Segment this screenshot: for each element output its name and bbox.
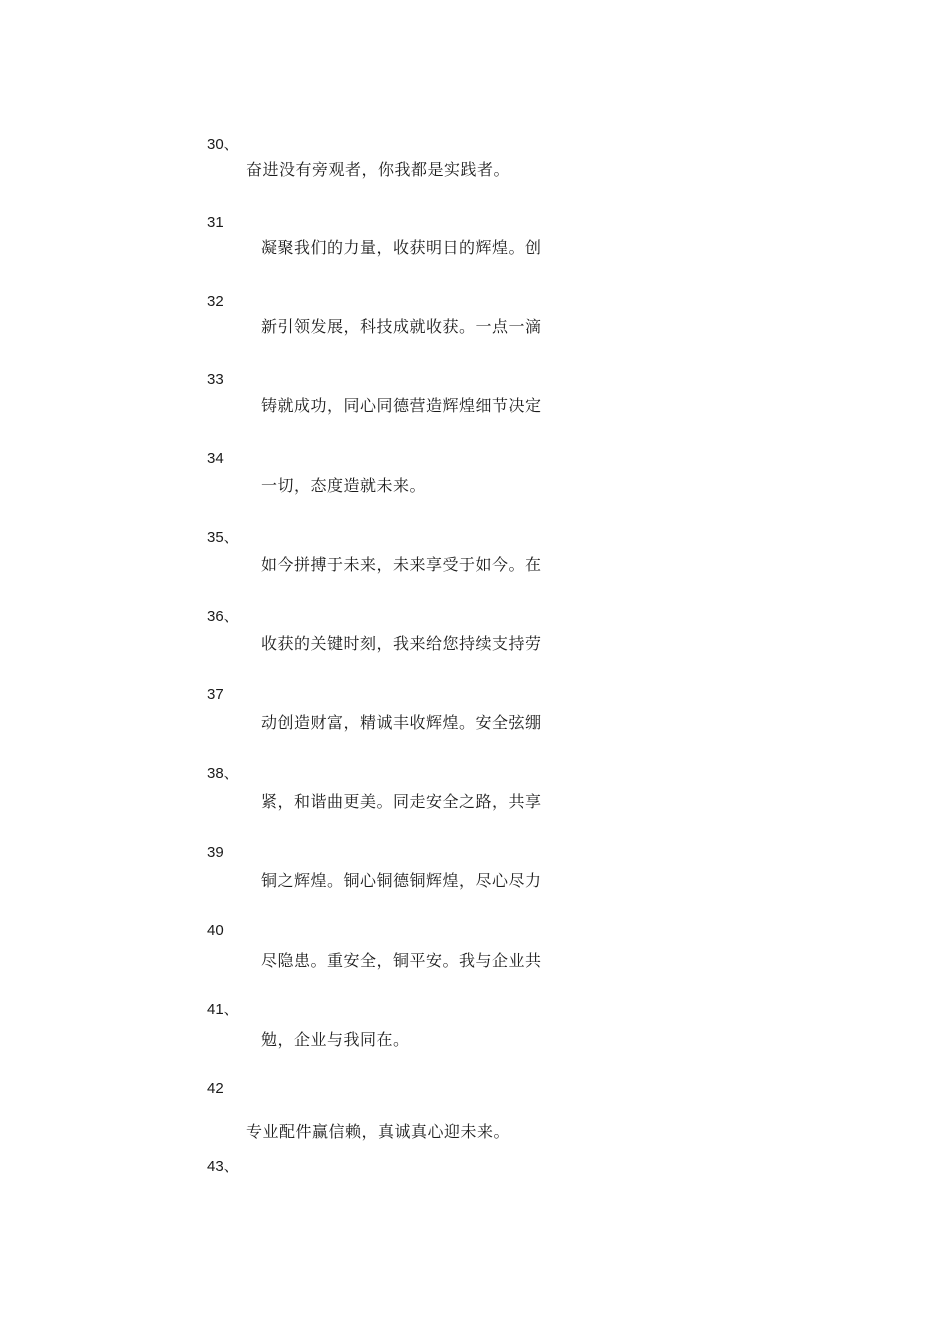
- entry-text-41: 勉，企业与我同在。: [261, 1030, 410, 1049]
- entry-number-40: 40: [207, 922, 224, 939]
- entry-number-31: 31: [207, 214, 224, 231]
- entry-number-32: 32: [207, 293, 224, 310]
- entry-number-34: 34: [207, 450, 224, 467]
- entry-number-42: 42: [207, 1080, 224, 1097]
- entry-number-36: 36、: [207, 608, 239, 625]
- entry-text-36: 收获的关键时刻，我来给您持续支持劳: [261, 634, 542, 653]
- entry-text-35: 如今拼搏于未来，未来享受于如今。在: [261, 555, 542, 574]
- entry-number-30: 30、: [207, 136, 239, 153]
- entry-text-38: 紧，和谐曲更美。同走安全之路，共享: [261, 792, 542, 811]
- entry-text-30: 奋进没有旁观者，你我都是实践者。: [246, 160, 511, 179]
- entry-text-33: 铸就成功，同心同德营造辉煌细节决定: [261, 396, 542, 415]
- entry-number-33: 33: [207, 371, 224, 388]
- entry-text-31: 凝聚我们的力量，收获明日的辉煌。创: [261, 238, 542, 257]
- entry-number-39: 39: [207, 844, 224, 861]
- entry-text-42: 专业配件赢信赖，真诚真心迎未来。: [246, 1122, 511, 1141]
- entry-text-34: 一切，态度造就未来。: [261, 476, 427, 495]
- entry-number-41: 41、: [207, 1001, 239, 1018]
- entry-number-35: 35、: [207, 529, 239, 546]
- entry-text-40: 尽隐患。重安全，铜平安。我与企业共: [261, 951, 542, 970]
- entry-text-39: 铜之辉煌。铜心铜德铜辉煌，尽心尽力: [261, 871, 542, 890]
- entry-text-37: 动创造财富，精诚丰收辉煌。安全弦绷: [261, 713, 542, 732]
- entry-text-32: 新引领发展，科技成就收获。一点一滴: [261, 317, 542, 336]
- entry-number-43: 43、: [207, 1158, 239, 1175]
- entry-number-38: 38、: [207, 765, 239, 782]
- entry-number-37: 37: [207, 686, 224, 703]
